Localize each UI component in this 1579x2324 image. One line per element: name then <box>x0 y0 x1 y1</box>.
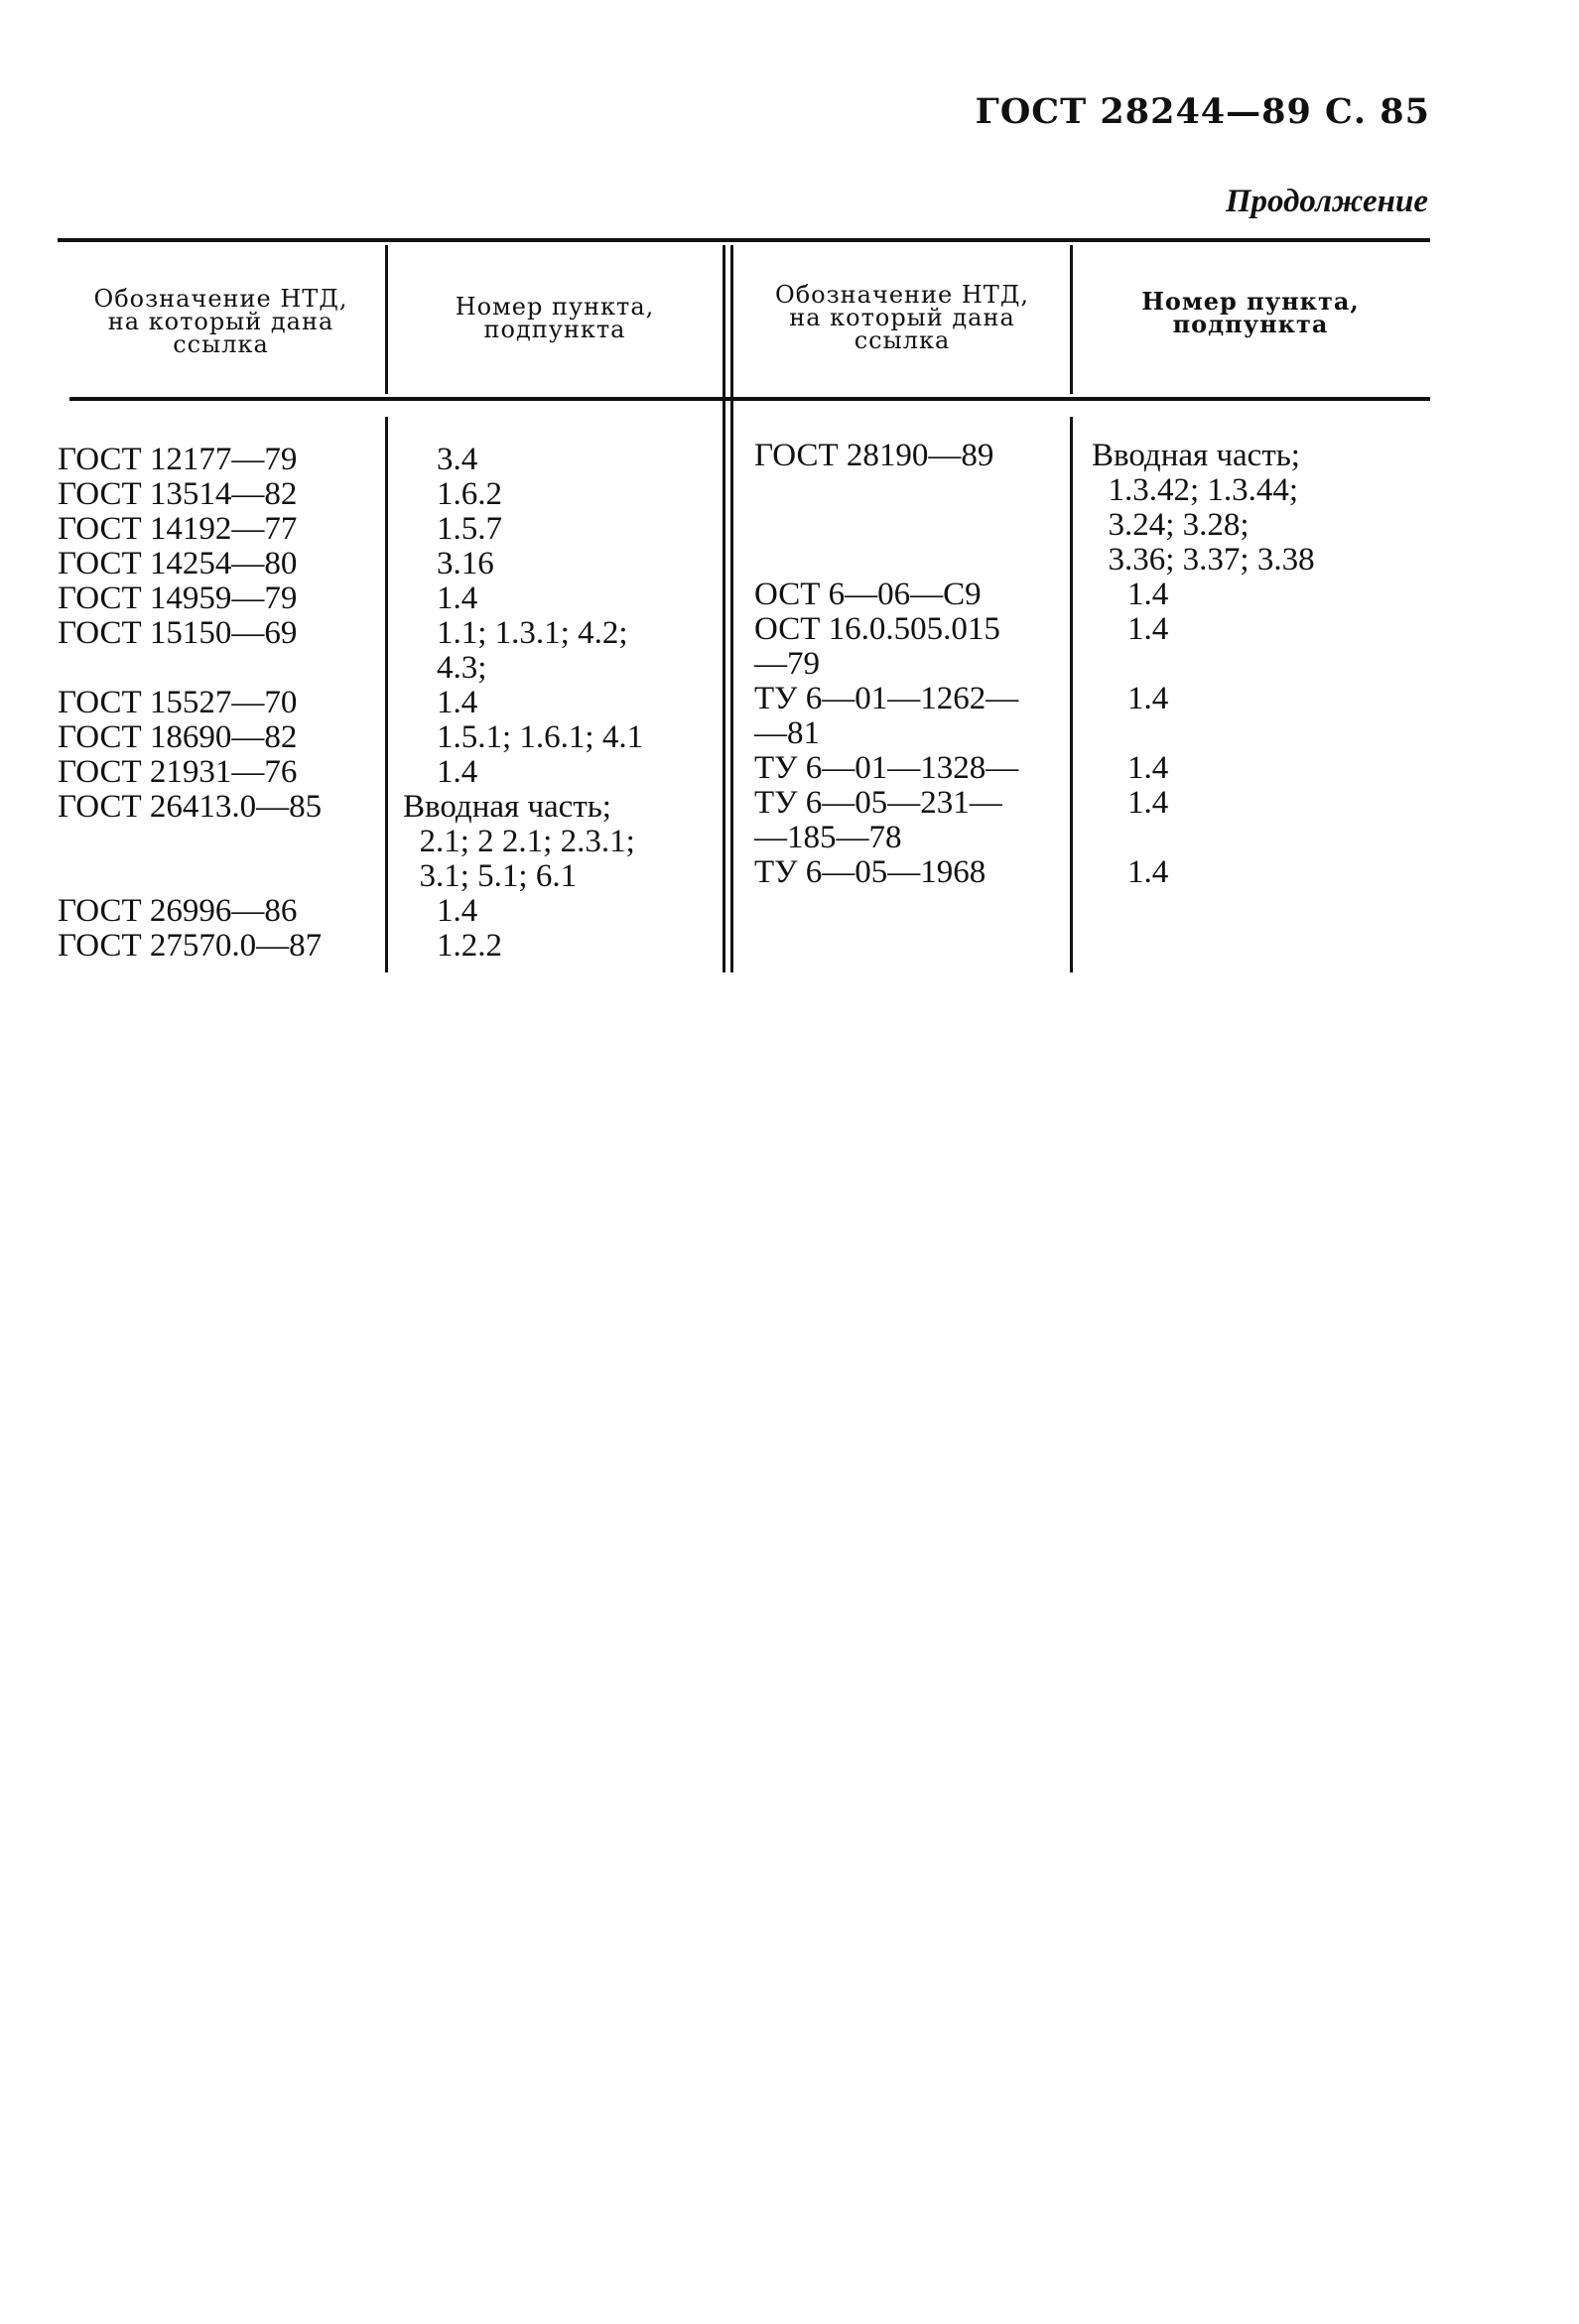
column-divider-1 <box>385 245 388 394</box>
header-right-ntd-text: Обозначение НТД, на который дана ссылка <box>775 281 1029 354</box>
left-item-9: 1.4 <box>437 754 478 790</box>
center-double-divider-a <box>723 245 725 972</box>
left-ntd-1: ГОСТ 12177—79 <box>58 442 298 477</box>
left-ntd-4: ГОСТ 14254—80 <box>58 546 298 581</box>
page-header: ГОСТ 28244—89 С. 85 <box>975 91 1430 132</box>
left-ntd-2: ГОСТ 13514—82 <box>58 476 298 512</box>
header-left-item <box>397 293 713 343</box>
right-ntd-4: ТУ 6—01—1262— —81 <box>754 681 1019 751</box>
left-item-7: 1.4 <box>437 685 478 720</box>
right-item-7: 1.4 <box>1127 854 1169 890</box>
left-ntd-5: ГОСТ 14959—79 <box>58 581 298 616</box>
right-item-1: Вводная часть; 1.3.42; 1.3.44; 3.24; 3.28; 3.36; 3.37; 3.38 <box>1092 438 1315 578</box>
header-right-item-text: Номер пункта, подпункта <box>1141 287 1360 338</box>
right-ntd-7: ТУ 6—05—1968 <box>754 854 987 890</box>
right-ntd-3: ОСТ 16.0.505.015 —79 <box>754 611 1000 682</box>
right-item-2: 1.4 <box>1127 577 1169 612</box>
right-ntd-2: ОСТ 6—06—С9 <box>754 577 982 612</box>
left-ntd-11: ГОСТ 26996—86 <box>58 893 298 929</box>
left-ntd-10: ГОСТ 26413.0—85 <box>58 789 323 825</box>
table-top-rule <box>58 238 1430 242</box>
header-right-item <box>1082 287 1419 338</box>
left-item-8: 1.5.1; 1.6.1; 4.1 <box>437 719 644 755</box>
left-ntd-9: ГОСТ 21931—76 <box>58 754 298 790</box>
left-ntd-7: ГОСТ 15527—70 <box>58 685 298 720</box>
left-ntd-3: ГОСТ 14192—77 <box>58 511 298 547</box>
column-divider-3 <box>1070 245 1073 394</box>
left-item-1: 3.4 <box>437 442 478 477</box>
left-ntd-6: ГОСТ 15150—69 <box>58 615 298 651</box>
right-item-6: 1.4 <box>1127 785 1169 821</box>
right-item-5: 1.4 <box>1127 750 1169 786</box>
column-divider-1-body <box>385 417 388 972</box>
header-left-ntd-text: Обозначение НТД, на который дана ссылка <box>93 285 348 358</box>
left-item-10: Вводная часть; 2.1; 2 2.1; 2.3.1; 3.1; 5.1; 6.1 <box>403 789 635 894</box>
right-ntd-6: ТУ 6—05—231— —185—78 <box>754 785 1002 855</box>
right-ntd-5: ТУ 6—01—1328— <box>754 750 1019 786</box>
header-left-ntd <box>69 285 372 358</box>
right-ntd-1: ГОСТ 28190—89 <box>754 438 994 473</box>
left-item-12: 1.2.2 <box>437 928 502 964</box>
left-item-2: 1.6.2 <box>437 476 502 512</box>
right-item-4: 1.4 <box>1127 681 1169 716</box>
left-ntd-8: ГОСТ 18690—82 <box>58 719 298 755</box>
left-item-4: 3.16 <box>437 546 494 581</box>
header-left-item-text: Номер пункта, подпункта <box>455 293 655 343</box>
center-double-divider-b <box>730 245 733 972</box>
left-item-6: 1.1; 1.3.1; 4.2; 4.3; <box>437 615 628 686</box>
left-item-5: 1.4 <box>437 581 478 616</box>
continuation-label: Продолжение <box>1225 184 1428 219</box>
table-header-rule <box>69 397 1430 401</box>
left-item-3: 1.5.7 <box>437 511 502 547</box>
header-right-ntd <box>742 281 1062 354</box>
right-item-3: 1.4 <box>1127 611 1169 647</box>
column-divider-3-body <box>1070 417 1073 972</box>
left-ntd-12: ГОСТ 27570.0—87 <box>58 928 323 964</box>
left-item-11: 1.4 <box>437 893 478 929</box>
